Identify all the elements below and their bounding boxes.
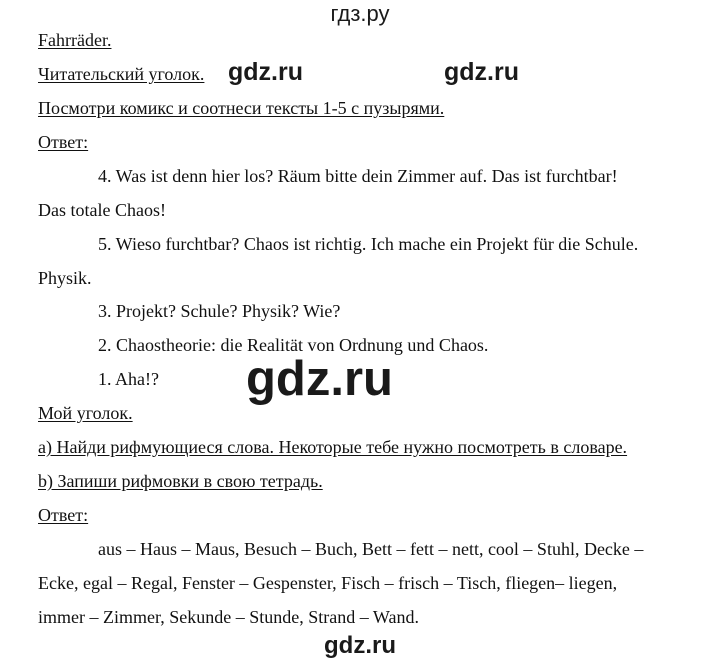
answer-label-1: Ответ: (38, 132, 89, 152)
watermark-inline-1: gdz.ru (228, 58, 303, 86)
task-a: a) Найди рифмующиеся слова. Некоторые тебе нужно посмотреть в словаре. (38, 437, 628, 457)
answer-label-2: Ответ: (38, 505, 89, 525)
answer-1-line-2b: Physik. (38, 268, 92, 288)
answer-1-line-5: 1. Aha!? (98, 369, 159, 389)
answer-1-line-3: 3. Projekt? Schule? Physik? Wie? (98, 301, 341, 321)
answer-1-line-1: 4. Was ist denn hier los? Räum bitte dein Zimmer auf. Das ist furchtbar! (98, 166, 618, 186)
heading-fahrrader: Fahrräder. (38, 30, 112, 50)
watermark-top: гдз.ру (330, 1, 390, 26)
watermark-center: gdz.ru (246, 352, 393, 406)
answer-1-line-4: 2. Chaostheorie: die Realität von Ordnung und Chaos. (98, 335, 489, 355)
answer-2-line-2: Ecke, egal – Regal, Fenster – Gespenster, Fisch – frisch – Tisch, fliegen– liegen, (38, 573, 618, 593)
task-b: b) Запиши рифмовки в свою тетрадь. (38, 471, 323, 491)
answer-1-line-2: 5. Wieso furchtbar? Chaos ist richtig. Ich mache ein Projekt für die Schule. (98, 234, 639, 254)
answer-1-line-1b: Das totale Chaos! (38, 200, 166, 220)
section-my-corner: Мой уголок. (38, 403, 133, 423)
task-comic: Посмотри комикс и соотнеси тексты 1-5 с пузырями. (38, 98, 445, 118)
section-reading-corner: Читательский уголок. (38, 64, 205, 84)
watermark-bottom: gdz.ru (324, 632, 396, 659)
watermark-inline-2: gdz.ru (444, 58, 519, 86)
answer-2-line-3: immer – Zimmer, Sekunde – Stunde, Strand – Wand. (38, 607, 419, 627)
answer-2-line-1: aus – Haus – Maus, Besuch – Buch, Bett – fett – nett, cool – Stuhl, Decke – (98, 539, 644, 559)
